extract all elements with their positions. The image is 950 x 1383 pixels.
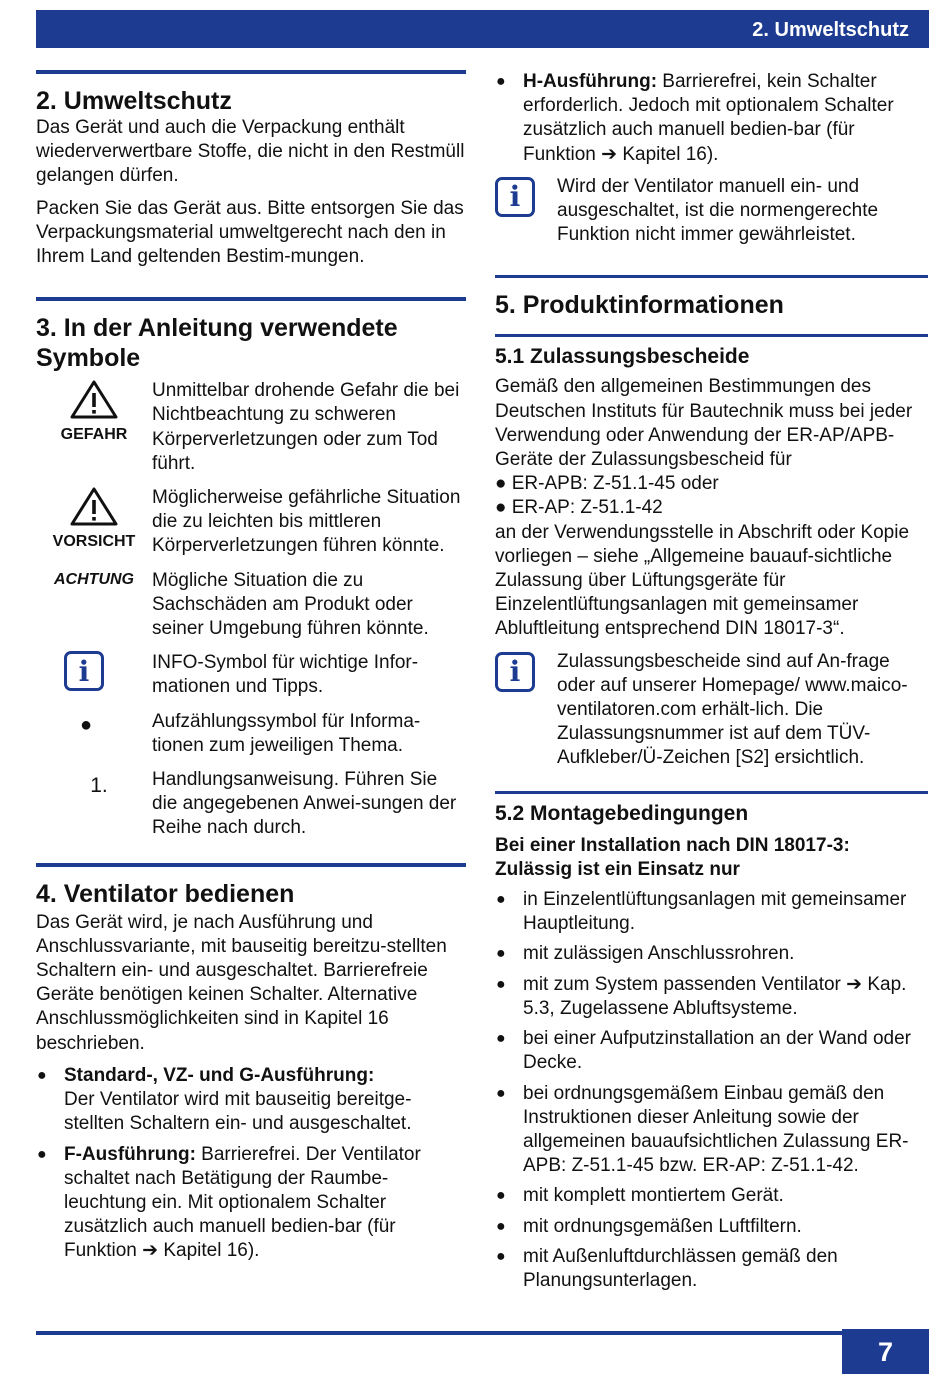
bullet-heading: F-Ausführung: [64, 1143, 196, 1165]
symbol-description: Mögliche Situation die zu Sachschäden am Produkt oder seiner Umgebung führen könnte. [152, 569, 429, 640]
info-icon: i [495, 652, 535, 692]
symbol-gefahr [36, 379, 466, 476]
gefahr-label: GEFAHR [60, 426, 128, 444]
symbol-description: Aufzählungssymbol für Informa-tionen zum jeweiligen Thema. [152, 710, 421, 756]
achtung-label: ACHTUNG [54, 570, 134, 588]
bullet-text: Der Ventilator wird mit bauseitig bereitge-stellten Schaltern ein- und ausgeschaltet. [64, 1089, 412, 1135]
section-ventilator [36, 863, 466, 1264]
symbol-description: Unmittelbar drohende Gefahr die bei Nichtbeachtung zu schweren Körperverletzungen oder zum Tod führt. [152, 380, 460, 474]
symbol-step [36, 768, 466, 841]
footer-rule [36, 1331, 842, 1335]
section-title: 3. In der Anleitung verwendete Symbole [36, 314, 398, 373]
list-item: ● H-Ausführung: Barrierefrei, kein Schalter erforderlich. Jedoch mit optionalem Schalter zusätzlich auch manuell bedien-bar (für Funktion ➔ Kapitel 16). [496, 71, 894, 165]
section-title: 4. Ventilator bedienen [36, 879, 295, 908]
section-montagebedingungen [495, 791, 928, 1293]
list-line: ● ER-APB: Z-51.1-45 oder [495, 473, 719, 495]
header-title: 2. Umweltschutz [752, 19, 909, 41]
symbol-info [36, 651, 466, 699]
header-bar [36, 10, 929, 48]
caution-triangle-icon [69, 486, 119, 526]
list-item: ● mit komplett montiertem Gerät. [496, 1185, 784, 1207]
section-title: 5. Produktinformationen [495, 291, 784, 320]
list-item: ● mit zulässigen Anschlussrohren. [496, 943, 795, 965]
subsection-title: 5.2 Montagebedingungen [495, 801, 749, 825]
paragraph: an der Verwendungsstelle in Abschrift oder Kopie vorliegen – siehe „Allgemeine bauauf-sichtliche Zulassung über Lüftungsgeräte für Einzelentlüftungsanlagen mit gemeinsamer Abluftleitung entsprechend DIN 18017-3“. [495, 521, 910, 640]
vorsicht-label: VORSICHT [52, 533, 136, 551]
subsection-title: 5.1 Zulassungsbescheide [495, 345, 750, 369]
bullet-text: Barrierefrei. Der Ventilator schaltet nach Betätigung der Raumbe-leuchtung ein. Mit optionalem Schalter zusätzlich auch manuell bedien-bar (für Funktion ➔ Kapitel 16). [64, 1143, 421, 1262]
bullet-symbol: ● [80, 713, 93, 736]
section-symbole [36, 297, 466, 840]
info-text: Zulassungsbescheide sind auf An-frage oder auf unserer Homepage/ www.maico-ventilatoren.com erhält-lich. Die Zulassungsnummer ist auf dem TÜV-Aufkleber/Ü-Zeichen [S2] ersichtlich. [557, 650, 908, 769]
list-item: ● Standard-, VZ- und G-Ausführung: Der Ventilator wird mit bauseitig bereitge-stellten Schaltern ein- und ausgeschaltet. [37, 1064, 412, 1135]
list-item: ● mit ordnungsgemäßen Luftfiltern. [496, 1215, 802, 1237]
section-zulassungsbescheide [495, 334, 928, 770]
list-item: ● F-Ausführung: Barrierefrei. Der Ventilator schaltet nach Betätigung der Raumbe-leuchtung ein. Mit optionalem Schalter zusätzlich auch manuell bedien-bar (für Funktion ➔ Kapitel 16). [37, 1143, 421, 1262]
warning-triangle-icon [69, 379, 119, 419]
info-text: Wird der Ventilator manuell ein- und ausgeschaltet, ist die normengerechte Funktion nicht immer gewährleistet. [557, 175, 879, 246]
paragraph: Gemäß den allgemeinen Bestimmungen des Deutschen Instituts für Bautechnik muss bei jeder Verwendung oder Anwendung der ER-AP/APB-Geräte der Zulassungsbescheid für [495, 376, 913, 471]
list-item: ● bei einer Aufputzinstallation an der Wand oder Decke. [496, 1028, 911, 1074]
symbol-achtung [36, 569, 466, 642]
list-item: ● mit zum System passenden Ventilator ➔ Kap. 5.3, Zugelassene Abluftsysteme. [496, 973, 907, 1019]
section-produktinformationen [495, 275, 928, 320]
step-symbol: 1. [90, 774, 108, 798]
list-item: ● mit Außenluftdurchlässen gemäß den Planungsunterlagen. [496, 1245, 838, 1291]
symbol-description: INFO-Symbol für wichtige Infor-mationen und Tipps. [152, 652, 419, 698]
paragraph: Das Gerät und auch die Verpackung enthält wiederverwertbare Stoffe, die nicht in den Restmüll gelangen dürfen. [36, 117, 465, 187]
info-icon: i [64, 651, 104, 691]
intro-text: Bei einer Installation nach DIN 18017-3: Zulässig ist ein Einsatz nur [495, 834, 850, 880]
right-column [495, 70, 928, 1293]
left-column [36, 70, 466, 1264]
bullet-text: Barrierefrei, kein Schalter erforderlich. Jedoch mit optionalem Schalter zusätzlich auch manuell bedien-bar (für Funktion ➔ Kapitel 16). [523, 71, 894, 165]
bullet-heading: H-Ausführung: [523, 71, 658, 92]
symbol-description: Möglicherweise gefährliche Situation die zu leichten bis mittleren Körperverletzungen führen könnte. [152, 487, 461, 557]
info-icon: i [495, 177, 535, 217]
list-item: ● in Einzelentlüftungsanlagen mit gemeinsamer Hauptleitung. [496, 889, 907, 935]
info-note [495, 175, 928, 248]
section-umweltschutz [36, 70, 466, 269]
info-note [495, 650, 928, 771]
paragraph: Das Gerät wird, je nach Ausführung und Anschlussvariante, mit bauseitig bereitzu-stellten Schaltern ein- und ausgeschaltet. Barrierefreie Geräte benötigen keinen Schalter. Alternative Anschlussmöglichkeiten sind in Kapitel 16 beschrieben. [36, 911, 447, 1054]
conditions-list [495, 888, 928, 1293]
section-title: 2. Umweltschutz [36, 87, 232, 115]
page-number: 7 [842, 1329, 929, 1374]
symbol-vorsicht [36, 486, 466, 559]
list-line: ● ER-AP: Z-51.1-42 [495, 497, 663, 519]
bullet-heading: Standard-, VZ- und G-Ausführung: [64, 1064, 375, 1086]
symbol-bullet [36, 710, 466, 758]
list-item: ● bei ordnungsgemäßem Einbau gemäß den Instruktionen dieser Anleitung sowie der allgemeinen bauaufsichtlichen Zulassung ER-APB: Z-51.1-45 bzw. ER-AP: Z-51.1-42. [496, 1082, 909, 1177]
paragraph: Packen Sie das Gerät aus. Bitte entsorgen Sie das Verpackungsmaterial umweltgerecht nach den in Ihrem Land geltenden Bestim-mungen. [36, 197, 464, 268]
symbol-description: Handlungsanweisung. Führen Sie die angegebenen Anwei-sungen der Reihe nach durch. [152, 769, 457, 839]
